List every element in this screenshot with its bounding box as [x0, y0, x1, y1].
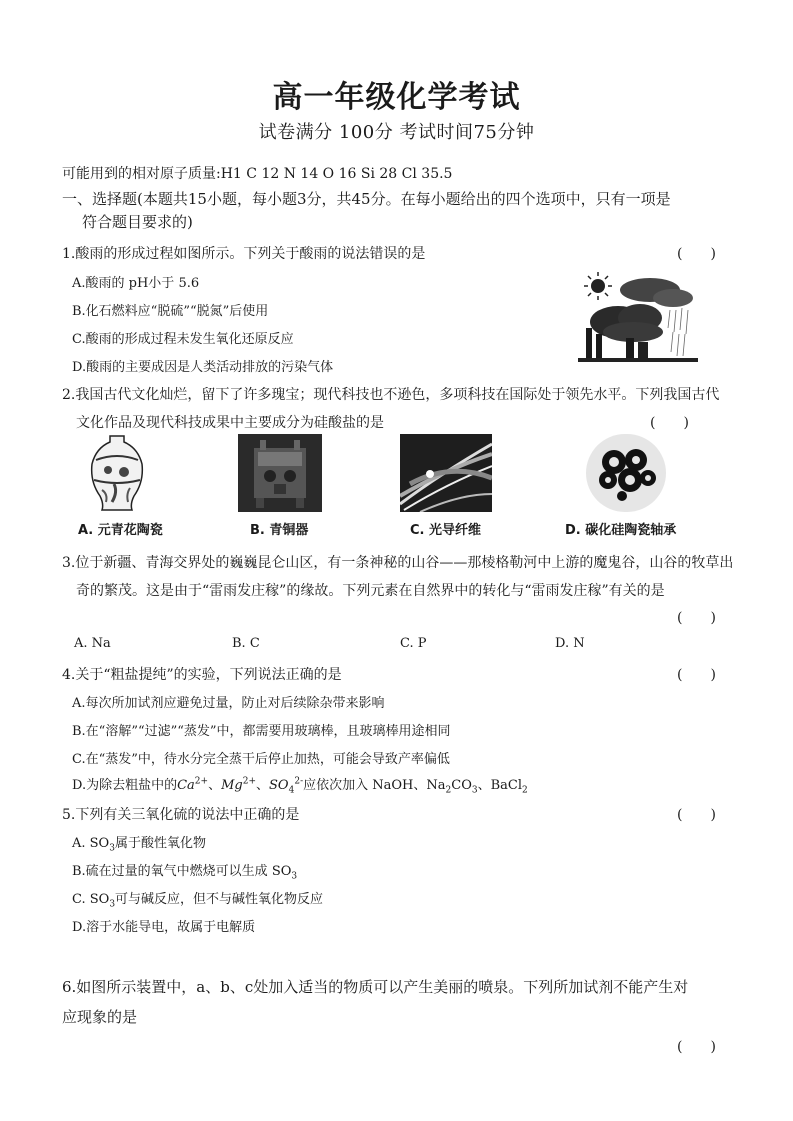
q3-stem-line1: 3.位于新疆、青海交界处的巍巍昆仑山区，有一条神秘的山谷——那棱格勒河中上游的魔鬼谷，山谷的牧草出	[62, 555, 734, 571]
optical-fiber-icon	[400, 434, 492, 512]
page-subtitle: 试卷满分 100分 考试时间75分钟	[258, 122, 535, 143]
q2-option-c: C. 光导纤维	[410, 523, 482, 538]
q3-stem-line2: 奇的繁茂。这是由于“雷雨发庄稼”的缘故。下列元素在自然界中的转化与“雷雨发庄稼”有关的是	[76, 583, 665, 599]
q5-answer-blank: ( )	[677, 807, 716, 823]
q1-option-b: B.化石燃料应“脱硫”“脱氮”后使用	[72, 304, 269, 319]
q1-stem: 1.酸雨的形成过程如图所示。下列关于酸雨的说法错误的是	[62, 246, 426, 262]
q1-answer-blank: ( )	[677, 246, 716, 262]
q2-answer-blank: ( )	[650, 415, 689, 431]
section-heading-cont: 符合题目要求的)	[82, 213, 193, 231]
q5-option-b: B.硫在过量的氧气中燃烧可以生成 $SO_3$	[72, 864, 298, 882]
section-heading: 一、选择题(本题共15小题，每小题3分，共45分。在每小题给出的四个选项中，只有一项是	[62, 190, 671, 208]
q2-stem-line2: 文化作品及现代科技成果中主要成分为硅酸盐的是	[76, 415, 384, 431]
q6-answer-blank: ( )	[677, 1039, 716, 1055]
q3-option-b: B. C	[232, 636, 260, 651]
page-title: 高一年级化学考试	[272, 80, 521, 115]
q4-option-a: A.每次所加试剂应避免过量，防止对后续除杂带来影响	[72, 696, 385, 711]
q6-stem-line1: 6.如图所示装置中，a、b、c处加入适当的物质可以产生美丽的喷泉。下列所加试剂不能产生对	[62, 978, 689, 996]
q1-option-c: C.酸雨的形成过程未发生氧化还原反应	[72, 332, 294, 347]
q3-option-a: A. Na	[74, 636, 111, 651]
q3-answer-blank: ( )	[677, 610, 716, 626]
q3-option-d: D. N	[555, 636, 585, 651]
q5-option-c: C. $SO_3$可与碱反应，但不与碱性氧化物反应	[72, 892, 324, 910]
q3-option-c: C. P	[400, 636, 427, 651]
bronze-vessel-icon	[238, 434, 322, 512]
q2-option-a: A. 元青花陶瓷	[78, 523, 163, 538]
q4-option-c: C.在“蒸发”中，待水分完全蒸干后停止加热，可能会导致产率偏低	[72, 752, 450, 767]
q2-stem-line1: 2.我国古代文化灿烂，留下了许多瑰宝；现代科技也不逊色，多项科技在国际处于领先水平。下列我国古代	[62, 387, 720, 403]
q2-option-d: D. 碳化硅陶瓷轴承	[565, 523, 677, 538]
q5-option-a: A. $SO_3$属于酸性氧化物	[72, 836, 206, 854]
q4-stem: 4.关于“粗盐提纯”的实验，下列说法正确的是	[62, 667, 342, 683]
q2-option-b: B. 青铜器	[250, 523, 309, 538]
atomic-mass-note: 可能用到的相对原子质量:H1 C 12 N 14 O 16 Si 28 Cl 35.5	[62, 166, 453, 182]
q4-option-d: D.为除去粗盐中的$Ca^{2+}$、$Mg^{2+}$、$SO_4^{2-}$应依次加入 NaOH、$Na_2CO_3$、BaCl$_2$	[72, 776, 528, 796]
q1-option-a: A.酸雨的 pH小于 5.6	[72, 276, 200, 291]
porcelain-vase-icon	[86, 434, 148, 512]
q5-stem: 5.下列有关三氧化硫的说法中正确的是	[62, 807, 300, 823]
q4-answer-blank: ( )	[677, 667, 716, 683]
q5-option-d: D.溶于水能导电，故属于电解质	[72, 920, 256, 935]
q1-option-d: D.酸雨的主要成因是人类活动排放的污染气体	[72, 360, 334, 375]
q4-option-b: B.在“溶解”“过滤”“蒸发”中，都需要用玻璃棒，且玻璃棒用途相同	[72, 724, 451, 739]
sic-bearing-icon	[586, 434, 666, 512]
acid-rain-diagram-icon	[578, 270, 698, 362]
q6-stem-line2: 应现象的是	[62, 1008, 138, 1026]
